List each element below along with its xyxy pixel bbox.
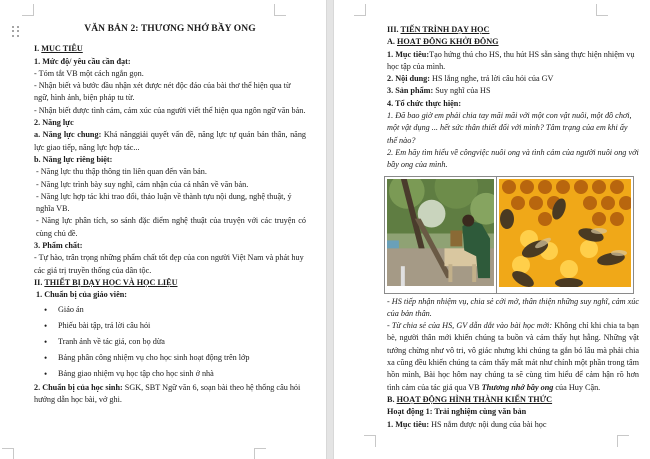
text: HS lắng nghe, trả lời câu hỏi của GV — [430, 74, 554, 84]
teacher-prep-list — [34, 302, 306, 382]
text: HS nắm được nội dung của bài học — [429, 419, 547, 429]
beekeeper-photo-image[interactable] — [387, 179, 494, 286]
crop-mark-bottom-left — [364, 435, 376, 447]
paragraph: - Nhận biết được tình cảm, cảm xúc của người viết thể hiện qua ngôn ngữ văn bản. — [34, 105, 306, 115]
document-page-2 — [334, 0, 650, 459]
question-1: 1. Đã bao giờ em phải chia tay mãi mãi với một con vật nuôi, một đồ chơi, một vật dụng ... hết sức thân thiết đối với mình? Tâm trạng của em khi ấy thế nào? — [387, 111, 632, 145]
text: của Huy Cận. — [553, 382, 601, 392]
crop-mark-top-right — [596, 4, 608, 16]
text: SGK, SBT Ngữ văn 6, soạn bài theo hệ thống câu hỏi hướng dẫn học bài, vở ghi. — [34, 382, 301, 404]
paragraph: - Nhận biết và bước đầu nhận xét được nét độc đáo của bài thơ thể hiện qua từ ngữ, hình ảnh, biện pháp tu từ. — [34, 81, 291, 103]
heading-number: B. — [387, 394, 397, 404]
subheading-pham-chat: 3. Phẩm chất: — [34, 241, 83, 251]
paragraph: - Năng lực hợp tác khi trao đổi, thảo luận về thành tựu nội dung, nghệ thuật, ý nghĩa VB. — [36, 191, 292, 214]
paragraph: - Tóm tắt VB một cách ngắn gọn. — [34, 68, 144, 78]
list-item: • Phiếu bài tập, trả lời câu hỏi — [44, 318, 306, 334]
subheading-nang-luc: 2. Năng lực — [34, 118, 74, 128]
page-2-content[interactable] — [387, 24, 639, 431]
paragraph-dan-dat — [387, 320, 639, 394]
heading-number: II. — [34, 277, 45, 287]
question-2: 2. Em hãy tìm hiểu về côngviệc nuôi ong và tình cảm của người nuôi ong với bầy ong của mình. — [387, 147, 639, 170]
text: Tạo hứng thú cho HS, thu hút HS sẵn sàng thực hiện nhiệm vụ học tập của mình. — [387, 49, 635, 71]
paragraph-nang-luc-chung — [34, 129, 306, 154]
image-cell-honeycomb — [497, 177, 633, 293]
crop-mark-top-left — [354, 4, 366, 16]
subheading-yeu-cau: 1. Mức độ/ yêu cầu cần đạt: — [34, 56, 131, 66]
list-item: • Tranh ảnh về tác giả, con bọ dừa — [44, 334, 306, 350]
subheading-nang-luc-rieng: b. Năng lực riêng biệt: — [34, 154, 113, 164]
paragraph-tiep-nhan: - HS tiếp nhận nhiệm vụ, chia sẻ cởi mở, thân thiện những suy nghĩ, cảm xúc của bản thân. — [387, 296, 639, 318]
crop-mark-bottom-right — [254, 448, 266, 459]
label: 3. Sản phẩm: — [387, 86, 434, 96]
heading-text: MỤC TIÊU — [41, 44, 83, 54]
text: Suy nghĩ của HS — [433, 86, 491, 96]
heading-text: HOẠT ĐỘNG KHỞI ĐỘNG — [397, 37, 499, 47]
label: 1. Mục tiêu: — [387, 49, 430, 59]
heading-tien-trinh — [387, 24, 639, 36]
crop-mark-top-left — [22, 4, 34, 16]
heading-number: III. — [387, 25, 401, 34]
paragraph-hoc-sinh — [34, 382, 306, 407]
label: 2. Nội dung: — [387, 74, 430, 84]
table-move-handle-icon[interactable] — [12, 26, 20, 38]
page-gap — [326, 0, 334, 459]
list-item: • Bảng giao nhiệm vụ học tập cho học sinh ở nhà — [44, 366, 306, 382]
crop-mark-bottom-right — [617, 435, 629, 447]
work-title: Thương nhớ bầy ong — [481, 382, 554, 392]
image-cell-beekeeper — [385, 177, 497, 293]
paragraph-muc-tieu — [387, 49, 639, 74]
honeycomb-photo-image[interactable] — [499, 179, 631, 287]
paragraph-muc-tieu-hd1 — [387, 419, 639, 431]
heading-text: HOẠT ĐỘNG HÌNH THÀNH KIẾN THỨC — [396, 394, 553, 404]
text: Không chỉ khi chia ta bạn bè, người thân mới khiến chúng ta buồn và cảm thấy hụt hẫng. Những vật tưởng chừng như vô tri, vô giác nhưng khi chúng ta gắn bó lâu mà phải chia xa cũng đều khiến chúng ta cảm thấy mất mát như chính một phần trong tâm hồn mình, Bài học hôm nay chúng ta sẽ cùng tìm hiểu để cảm hận rõ hơn tình cảm của tác giả qua VB — [387, 321, 639, 392]
label: a. Năng lực chung: — [34, 130, 102, 140]
list-item: • Giáo án — [44, 302, 306, 318]
paragraph: - Tự hào, trân trọng những phẩm chất tốt đẹp của con người Việt Nam và phát huy các giá trị truyền thống của dân tộc. — [34, 253, 304, 275]
paragraph: - Năng lực thu thập thông tin liên quan đến văn bản. — [36, 167, 207, 177]
crop-mark-top-right — [274, 4, 286, 16]
list-item: • Bảng phân công nhiệm vụ cho học sinh hoạt động trên lớp — [44, 350, 306, 366]
subheading-hoat-dong-1: Hoạt động 1: Trải nghiệm cùng văn bản — [387, 407, 527, 417]
heading-text: THIẾT BỊ DẠY HỌC VÀ HỌC LIỆU — [44, 277, 178, 287]
paragraph: - Năng lực phân tích, so sánh đặc điểm nghệ thuật của truyện với các truyện có cùng chủ đề. — [36, 216, 306, 238]
heading-number: I. — [34, 44, 42, 54]
page-1-content[interactable] — [34, 23, 306, 406]
italic-lead: - Từ chia sẻ của HS, GV dẫn dắt vào bài học mới: — [387, 321, 553, 331]
label: 1. Mục tiêu: — [387, 419, 430, 429]
image-table — [384, 176, 634, 294]
heading-muc-tieu — [34, 43, 306, 55]
text: Khả nănggiải quyết vấn đề, năng lực tự quản bản thân, năng lực giao tiếp, năng lực hợp tác... — [34, 130, 307, 152]
heading-number: A. — [387, 37, 398, 47]
heading-text: TIẾN TRÌNH DẠY HỌC — [400, 25, 490, 34]
heading-khoi-dong — [387, 36, 639, 48]
subheading-to-chuc: 4. Tổ chức thực hiện: — [387, 98, 462, 108]
subheading-giao-vien: 1. Chuẩn bị của giáo viên: — [36, 290, 127, 300]
document-title: VĂN BẢN 2: THƯƠNG NHỚ BẦY ONG — [84, 24, 256, 34]
heading-thiet-bi — [34, 277, 306, 289]
paragraph-san-pham — [387, 85, 639, 97]
heading-hinh-thanh — [387, 394, 639, 406]
label: 2. Chuẩn bị của học sinh: — [34, 382, 123, 392]
paragraph: - Năng lực trình bày suy nghĩ, cảm nhận của cá nhân về văn bản. — [36, 179, 249, 189]
paragraph-noi-dung — [387, 73, 639, 85]
crop-mark-bottom-left — [2, 448, 14, 459]
